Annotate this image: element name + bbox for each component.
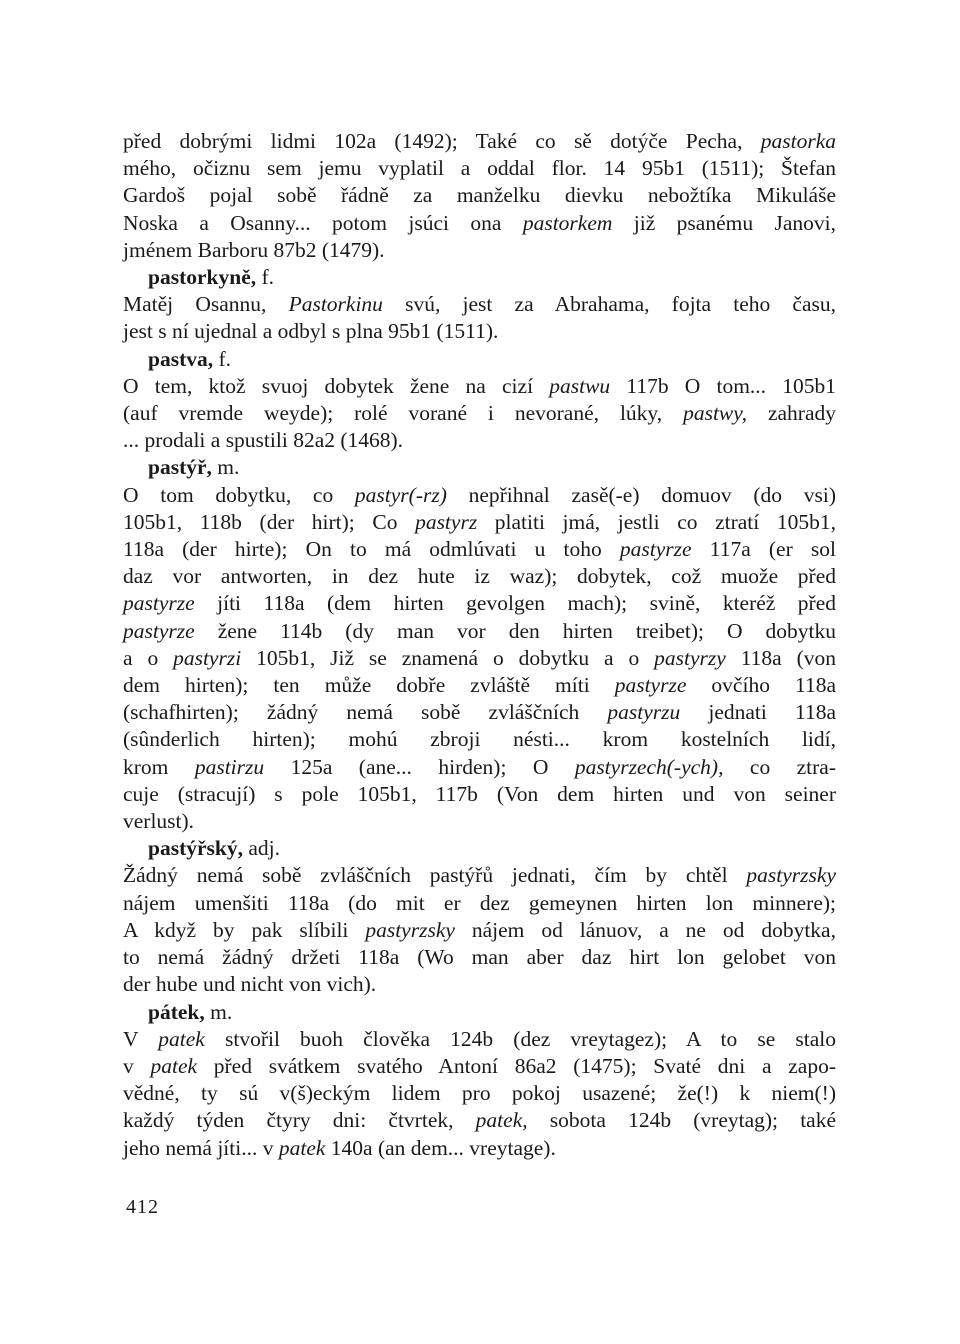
italic-term: patek — [150, 1053, 198, 1078]
entry-headword — [123, 999, 836, 1026]
text-segment: vědné, ty sú v(š)eckým lidem pro pokoj usazené; že(!) k niem(!) — [123, 1081, 836, 1106]
text-segment: jeho nemá jíti... v — [123, 1135, 279, 1160]
text-segment: O tom dobytku, co — [123, 482, 355, 507]
text-line — [123, 509, 836, 536]
italic-term: patek — [278, 1135, 326, 1160]
text-segment: platiti jmá, jestli co ztratí 105b1, — [477, 509, 836, 534]
italic-term: pastyrzsky — [365, 917, 455, 942]
headword-term: pastýřský, — [148, 836, 243, 861]
text-segment: již psanému Janovi, — [612, 210, 836, 235]
dictionary-text — [123, 128, 836, 1162]
text-segment: před svátkem svatého Antoní 86a2 (1475); Svaté dni a zapo- — [197, 1053, 836, 1078]
text-segment: f. — [256, 265, 275, 290]
text-segment: jest s ní ujednal a odbyl s plna 95b1 (1511). — [123, 319, 499, 344]
text-line — [123, 182, 836, 209]
text-segment: A když by pak slíbili — [123, 917, 366, 942]
text-line — [123, 754, 836, 781]
text-segment: mého, očiznu sem jemu vyplatil a oddal flor. 14 95b1 (1511); Štefan — [123, 156, 836, 181]
italic-term: pastyrz — [415, 509, 478, 534]
text-line — [123, 890, 836, 917]
text-line — [123, 536, 836, 563]
text-segment: jménem Barboru 87b2 (1479). — [123, 237, 385, 262]
text-segment: 140a (an dem... vreytage). — [325, 1135, 556, 1160]
text-segment: zahrady — [747, 401, 836, 426]
italic-term: pastyrzu — [607, 700, 681, 725]
text-line — [123, 482, 836, 509]
text-line — [123, 1026, 836, 1053]
italic-term: pastyrze — [619, 537, 692, 562]
text-segment: daz vor antworten, in dez hute iz waz); dobytek, což muože před — [123, 564, 836, 589]
text-segment: nepřihnal zasě(-e) domuov (do vsi) — [446, 482, 836, 507]
italic-term: pastwu — [549, 373, 611, 398]
text-segment: to nemá žádný držeti 118a (Wo man aber daz hirt lon gelobet von — [123, 945, 836, 970]
text-line — [123, 373, 836, 400]
text-segment: před dobrými lidmi 102a (1492); Také co sě dotýče Pecha, — [123, 129, 761, 153]
page-number: 412 — [126, 1196, 159, 1218]
text-segment: f. — [213, 346, 232, 371]
text-segment: Žádný nemá sobě zvláščních pastýřů jednati, čím by chtěl — [123, 863, 747, 888]
headword-term: pastýř, — [148, 455, 212, 480]
headword-term: pastva, — [148, 346, 214, 371]
text-segment: V — [123, 1026, 159, 1051]
italic-term: pastyrze — [123, 591, 195, 616]
italic-term: pastirzu — [194, 754, 265, 779]
italic-term: pastyrzy — [654, 645, 726, 670]
text-segment: v — [123, 1053, 151, 1078]
italic-term: Pastorkinu — [288, 292, 383, 317]
italic-term: patek — [158, 1026, 205, 1051]
text-segment: m. — [211, 455, 240, 480]
text-segment: každý týden čtyry dni: čtvrtek, — [123, 1108, 476, 1133]
text-line — [123, 645, 836, 672]
text-line — [123, 427, 836, 454]
text-segment: 105b1, 118b (der hirt); Co — [123, 509, 416, 534]
text-segment: stvořil buoh člověka 124b (dez vreytagez); A to se stalo — [204, 1026, 837, 1051]
text-segment: (sûnderlich hirten); mohú zbroji nésti... krom kostelních lidí, — [123, 727, 836, 752]
entry-headword — [123, 346, 836, 373]
text-segment: verlust). — [123, 809, 195, 834]
text-segment: 117b O tom... 105b1 — [610, 373, 836, 398]
text-line — [123, 1107, 836, 1134]
text-line — [123, 781, 836, 808]
text-line — [123, 210, 836, 237]
text-line — [123, 155, 836, 182]
text-segment: O tem, ktož svuoj dobytek žene na cizí — [123, 373, 550, 398]
text-segment: ... prodali a spustili 82a2 (1468). — [123, 428, 404, 453]
text-segment: 118a (der hirte); On to má odmlúvati u toho — [123, 537, 620, 562]
text-line — [123, 291, 836, 318]
text-segment: cuje (stracují) s pole 105b1, 117b (Von dem hirten und von seiner — [123, 781, 836, 806]
text-segment: m. — [204, 999, 233, 1024]
text-segment: (schafhirten); žádný nemá sobě zvláščních — [123, 700, 608, 725]
italic-term: pastyrze — [614, 673, 687, 698]
text-line — [123, 237, 836, 264]
text-segment: svú, jest za Abrahama, fojta teho času, — [382, 292, 837, 317]
italic-term: pastwy, — [683, 401, 748, 426]
text-line — [123, 590, 836, 617]
text-segment: 125a (ane... hirden); O — [264, 754, 575, 779]
text-segment: der hube und nicht von vich). — [123, 972, 377, 997]
italic-term: pastyrzi — [173, 645, 242, 670]
text-segment: 105b1, Již se znamená o dobytku a o — [241, 645, 655, 670]
text-segment: nájem od lánuov, a ne od dobytka, — [454, 917, 836, 942]
text-segment: co ztra- — [723, 754, 837, 779]
text-line — [123, 1135, 836, 1162]
text-segment: Noska a Osanny... potom jsúci ona — [123, 210, 523, 235]
text-line — [123, 1080, 836, 1107]
text-line — [123, 699, 836, 726]
text-line — [123, 618, 836, 645]
italic-term: pastyrzech(-ych), — [574, 754, 724, 779]
italic-term: pastorka — [760, 129, 836, 153]
text-segment: Gardoš pojal sobě řádně za manželku dievku nebožtíka Mikuláše — [123, 183, 836, 208]
text-line — [123, 917, 836, 944]
italic-term: pastorkem — [522, 210, 613, 235]
text-segment: žene 114b (dy man vor den hirten treibet); O dobytku — [194, 618, 836, 643]
italic-term: pastyr(-rz) — [354, 482, 447, 507]
text-segment: (auf vremde weyde); rolé vorané i nevorané, lúky, — [123, 401, 684, 426]
text-line — [123, 862, 836, 889]
italic-term: pastyrzsky — [746, 863, 836, 888]
text-segment: adj. — [242, 836, 281, 861]
text-line — [123, 318, 836, 345]
headword-term: pastorkyně, — [148, 265, 257, 290]
text-segment: 117a (er sol — [691, 537, 836, 562]
italic-term: pastyrze — [123, 618, 195, 643]
entry-headword — [123, 835, 836, 862]
text-segment: jíti 118a (dem hirten gevolgen mach); svině, kteréž před — [194, 591, 836, 616]
text-segment: Matěj Osannu, — [123, 292, 289, 317]
text-line — [123, 1053, 836, 1080]
entry-headword — [123, 454, 836, 481]
text-segment: sobota 124b (vreytag); také — [527, 1108, 837, 1133]
text-line — [123, 128, 836, 155]
text-segment: nájem umenšiti 118a (do mit er dez gemeynen hirten lon minnere); — [123, 890, 836, 915]
text-segment: dem hirten); ten může dobře zvláště míti — [123, 673, 615, 698]
text-line — [123, 726, 836, 753]
text-line — [123, 971, 836, 998]
text-segment: jednati 118a — [680, 700, 836, 725]
text-line — [123, 944, 836, 971]
text-line — [123, 400, 836, 427]
text-segment: krom — [123, 754, 195, 779]
text-segment: a o — [123, 645, 174, 670]
entry-headword — [123, 264, 836, 291]
text-line — [123, 672, 836, 699]
text-line — [123, 563, 836, 590]
text-segment: 118a (von — [725, 645, 837, 670]
text-line — [123, 808, 836, 835]
text-segment: ovčího 118a — [686, 673, 836, 698]
italic-term: patek, — [475, 1108, 528, 1133]
headword-term: pátek, — [148, 999, 205, 1024]
